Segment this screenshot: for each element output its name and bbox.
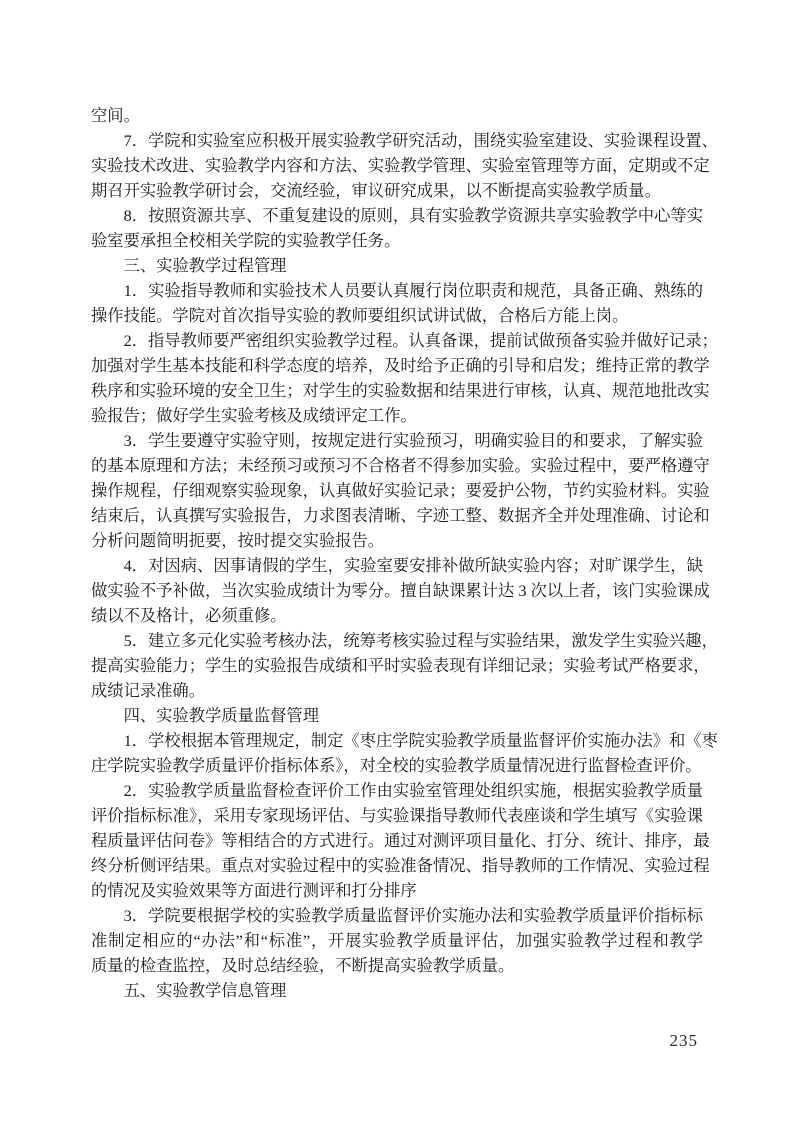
text-line: 2．指导教师要严密组织实验教学过程。认真备课，提前试做预备实验并做好记录； bbox=[123, 331, 718, 350]
text-line: 操作技能。学院对首次指导实验的教师要组织试讲试做，合格后方能上岗。 bbox=[91, 306, 629, 325]
text-line: 程质量评估问卷》等相结合的方式进行。通过对测评项目量化、打分、统计、排序，最 bbox=[91, 831, 710, 850]
text-line: 质量的检查监控，及时总结经验，不断提高实验教学质量。 bbox=[91, 956, 515, 975]
text-line: 成绩记录准确。 bbox=[91, 681, 205, 700]
text-line: 验报告；做好学生实验考核及成绩评定工作。 bbox=[91, 406, 417, 425]
text-line: 加强对学生基本技能和科学态度的培养，及时给予正确的引导和启发；维持正常的教学 bbox=[91, 356, 710, 375]
text-line: 的情况及实验效果等方面进行测评和打分排序 bbox=[91, 881, 417, 900]
text-line: 四、实验教学质量监督管理 bbox=[123, 706, 319, 725]
text-line: 结束后，认真撰写实验报告，力求图表清晰、字迹工整、数据齐全并处理准确、讨论和 bbox=[91, 506, 710, 525]
text-line: 期召开实验教学研讨会，交流经验，审议研究成果，以不断提高实验教学质量。 bbox=[91, 181, 661, 200]
text-line: 评价指标标准》，采用专家现场评估、与实验课指导教师代表座谈和学生填写《实验课 bbox=[91, 806, 703, 825]
text-line: 1．实验指导教师和实验技术人员要认真履行岗位职责和规范，具备正确、熟练的 bbox=[123, 281, 703, 300]
text-line: 秩序和实验环境的安全卫生；对学生的实验数据和结果进行审核，认真、规范地批改实 bbox=[91, 381, 710, 400]
text-line: 操作规程，仔细观察实验现象，认真做好实验记录；要爱护公物，节约实验材料。实验 bbox=[91, 481, 710, 500]
text-line: 7．学院和实验室应积极开展实验教学研究活动，围绕实验室建设、实验课程设置、 bbox=[123, 131, 718, 150]
text-line: 8．按照资源共享、不重复建设的原则，具有实验教学资源共享实验教学中心等实 bbox=[123, 206, 703, 225]
text-line: 的基本原理和方法；未经预习或预习不合格者不得参加实验。实验过程中，要严格遵守 bbox=[91, 456, 710, 475]
document-body bbox=[91, 103, 718, 1003]
text-line: 提高实验能力；学生的实验报告成绩和平时实验表现有详细记录；实验考试严格要求， bbox=[91, 656, 710, 675]
text-line: 终分析侧评结果。重点对实验过程中的实验准备情况、指导教师的工作情况、实验过程 bbox=[91, 856, 710, 875]
text-line: 验室要承担全校相关学院的实验教学任务。 bbox=[91, 231, 401, 250]
text-line: 五、实验教学信息管理 bbox=[123, 981, 287, 1000]
text-line: 2．实验教学质量监督检查评价工作由实验室管理处组织实施，根据实验教学质量 bbox=[123, 781, 703, 800]
text-line: 分析问题简明扼要，按时提交实验报告。 bbox=[91, 531, 385, 550]
page-number: 235 bbox=[669, 1031, 698, 1050]
text-line: 5．建立多元化实验考核办法，统筹考核实验过程与实验结果，激发学生实验兴趣， bbox=[123, 631, 718, 650]
text-line: 空间。 bbox=[91, 106, 140, 125]
text-line: 3．学院要根据学校的实验教学质量监督评价实施办法和实验教学质量评价指标标 bbox=[123, 906, 703, 925]
text-line: 准制定相应的“办法”和“标准”，开展实验教学质量评估，加强实验教学过程和教学 bbox=[91, 931, 703, 950]
text-line: 4．对因病、因事请假的学生，实验室要安排补做所缺实验内容；对旷课学生，缺 bbox=[123, 556, 703, 575]
text-line: 3．学生要遵守实验守则，按规定进行实验预习，明确实验目的和要求，了解实验 bbox=[123, 431, 703, 450]
text-line: 庄学院实验教学质量评价指标体系》，对全校的实验教学质量情况进行监督检查评价。 bbox=[91, 756, 702, 775]
text-line: 三、实验教学过程管理 bbox=[123, 256, 287, 275]
text-line: 实验技术改进、实验教学内容和方法、实验教学管理、实验室管理等方面，定期或不定 bbox=[91, 156, 710, 175]
text-line: 绩以不及格计，必须重修。 bbox=[91, 606, 287, 625]
text-line: 1．学校根据本管理规定，制定《枣庄学院实验教学质量监督评价实施办法》和《枣 bbox=[123, 731, 718, 750]
text-line: 做实验不予补做，当次实验成绩计为零分。擅自缺课累计达 3 次以上者，该门实验课成 bbox=[91, 581, 710, 600]
